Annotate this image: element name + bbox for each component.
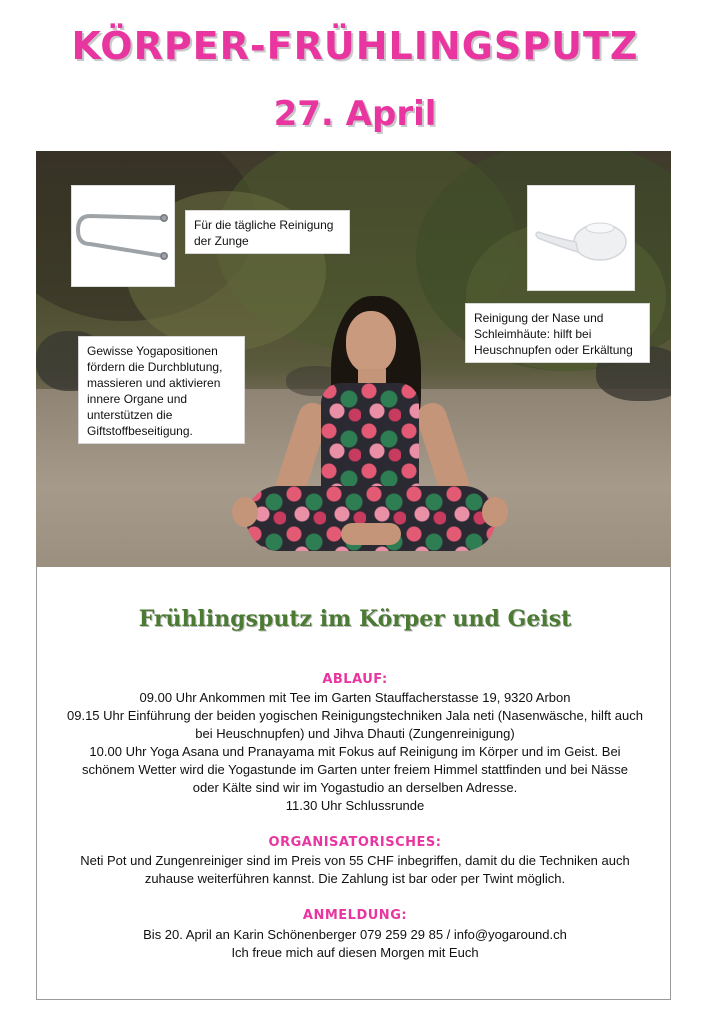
nose-caption-line: Schleimhäute: hilft bei xyxy=(474,327,592,341)
registration-line: Bis 20. April an Karin Schönenberger 079 259 29 85 / info@yogaround.ch xyxy=(143,927,567,942)
tongue-cleaner-image xyxy=(71,185,175,287)
ablauf-heading: ABLAUF: xyxy=(322,672,388,687)
tongue-cleaner-icon xyxy=(72,186,174,286)
nose-caption xyxy=(465,303,650,363)
ablauf-text xyxy=(50,689,660,815)
tongue-caption-line: der Zunge xyxy=(194,234,249,248)
nose-caption-line: Heuschnupfen oder Erkältung xyxy=(474,343,633,357)
section-subtitle: Frühlingsputz im Körper und Geist xyxy=(138,606,572,632)
yoga-caption-line: unterstützen die xyxy=(87,408,173,422)
anmeldung-heading: ANMELDUNG: xyxy=(302,908,408,923)
neti-pot-icon xyxy=(528,186,634,290)
anmeldung-text xyxy=(50,926,660,962)
closing-line: Ich freue mich auf diesen Morgen mit Euch xyxy=(231,945,479,960)
yoga-caption-line: massieren und aktivieren xyxy=(87,376,221,390)
nose-caption-line: Reinigung der Nase und xyxy=(474,311,604,325)
neti-pot-image xyxy=(527,185,635,291)
page-title: KÖRPER-FRÜHLINGSPUTZ xyxy=(71,24,639,68)
yoga-caption-line: Giftstoffbeseitigung. xyxy=(87,424,193,438)
tongue-caption-line: Für die tägliche Reinigung xyxy=(194,218,334,232)
yoga-caption-line: innere Organe und xyxy=(87,392,188,406)
schedule-line: 09.15 Uhr Einführung der beiden yogischen Reinigungstechniken Jala neti (Nasenwäsche, hilft auch xyxy=(67,708,643,723)
yoga-caption-line: Gewisse Yogapositionen xyxy=(87,344,218,358)
schedule-line: oder Kälte sind wir im Yogastudio an derselben Adresse. xyxy=(192,780,518,795)
organisatorisches-text xyxy=(50,852,660,888)
schedule-line: bei Heuschnupfen) und Jihva Dhauti (Zungenreinigung) xyxy=(195,726,515,741)
info-line: zuhause weiterführen kannst. Die Zahlung ist bar oder per Twint möglich. xyxy=(144,871,566,886)
organisatorisches-heading: ORGANISATORISCHES: xyxy=(268,835,442,850)
schedule-line: schönem Wetter wird die Yogastunde im Garten unter freiem Himmel stattfinden und bei Nässe xyxy=(81,762,629,777)
schedule-line: 11.30 Uhr Schlussrunde xyxy=(285,798,425,813)
event-date: 27. April xyxy=(273,94,437,134)
yoga-caption xyxy=(78,336,245,444)
tongue-caption xyxy=(185,210,350,254)
schedule-line: 09.00 Uhr Ankommen mit Tee im Garten Stauffacherstasse 19, 9320 Arbon xyxy=(139,690,571,705)
info-line: Neti Pot und Zungenreiniger sind im Preis von 55 CHF inbegriffen, damit du die Techniken auch xyxy=(80,853,630,868)
schedule-line: 10.00 Uhr Yoga Asana und Pranayama mit Fokus auf Reinigung im Körper und im Geist. Bei xyxy=(89,744,621,759)
yoga-caption-line: fördern die Durchblutung, xyxy=(87,360,223,374)
